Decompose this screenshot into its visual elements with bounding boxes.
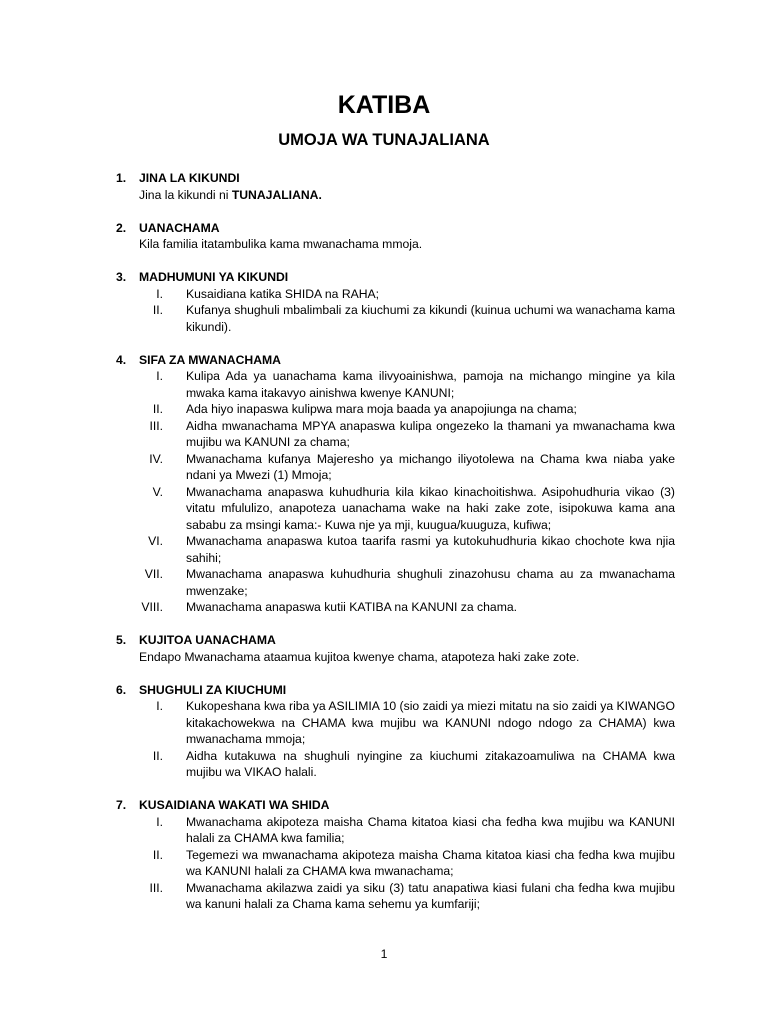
section-heading <box>0 269 768 286</box>
section-title: JINA LA KIKUNDI <box>139 171 240 185</box>
item-text: Tegemezi wa mwanachama akipoteza maisha Chama kitatoa kiasi cha fedha kwa mujibu wa KANUNI halali za CHAMA kwa mwanachama; <box>186 847 675 878</box>
section-number: 2. <box>116 220 127 235</box>
list-item <box>0 302 768 335</box>
item-text: Mwanachama anapaswa kutii KATIBA na KANUNI za chama. <box>186 600 518 614</box>
list-item <box>0 698 768 748</box>
list-item <box>0 368 768 401</box>
group-name: TUNAJALIANA. <box>231 187 322 202</box>
item-numeral: III. <box>149 418 163 433</box>
section-text-part: Jina la kikundi ni <box>139 187 232 202</box>
section-kujitoa-uanachama <box>0 632 768 665</box>
list-item <box>0 418 768 451</box>
section-sifa-za-mwanachama <box>0 352 768 616</box>
list-item <box>0 401 768 418</box>
section-text: Kila familia itatambulika kama mwanachama mmoja. <box>139 237 423 251</box>
item-numeral: V. <box>152 484 163 499</box>
item-text: Mwanachama anapaswa kuhudhuria shughuli zinazohusu chama au za mwanachama mwenzake; <box>186 567 675 598</box>
section-heading <box>0 632 768 649</box>
section-title: SHUGHULI ZA KIUCHUMI <box>139 682 287 697</box>
document-subtitle: UMOJA WA TUNAJALIANA <box>278 131 490 149</box>
list-item <box>0 599 768 616</box>
section-heading <box>0 797 768 814</box>
section-number: 7. <box>116 798 127 812</box>
section-number: 1. <box>116 171 127 185</box>
section-title: SIFA ZA MWANACHAMA <box>139 352 281 367</box>
section-uanachama <box>0 220 768 253</box>
section-heading <box>0 352 768 369</box>
list-item <box>0 748 768 781</box>
item-numeral: III. <box>149 880 163 895</box>
item-numeral: II. <box>152 303 163 317</box>
section-jina-la-kikundi <box>0 170 768 203</box>
item-text: Mwanachama anapaswa kuhudhuria kila kikao kinachoitishwa. Asipohudhuria vikao (3) vitatu mfululizo, anapoteza uanachama wake na haki zake zote, isipokuwa kama ana sababu za msingi kama:- Kuwa nje ya mji, kuugua/kuuguza, kufiwa; <box>186 484 675 532</box>
list-item <box>0 814 768 847</box>
item-text: Kusaidiana katika SHIDA na RAHA; <box>186 286 380 301</box>
item-text: Aidha kutakuwa na shughuli nyingine za kiuchumi zitakazoamuliwa na CHAMA kwa mujibu wa VIKAO halali. <box>186 748 675 779</box>
item-text: Kufanya shughuli mbalimbali za kiuchumi za kikundi (kuinua uchumi wa wanachama kama kikundi). <box>186 303 675 334</box>
page-number: 1 <box>380 947 388 961</box>
section-heading <box>0 682 768 699</box>
item-text: Mwanachama akilazwa zaidi ya siku (3) tatu anapatiwa kiasi fulani cha fedha kwa mujibu wa kanuni halali za Chama kama sehemu ya kumfariji; <box>186 880 675 911</box>
item-numeral: I. <box>156 286 163 301</box>
section-text <box>0 187 675 204</box>
item-text: Aidha mwanachama MPYA anapaswa kulipa ongezeko la thamani ya mwanachama kwa mujibu wa KANUNI za chama; <box>186 418 675 449</box>
item-text: Mwanachama anapaswa kutoa taarifa rasmi ya kutokuhudhuria kikao chochote kwa njia sahihi; <box>186 534 675 565</box>
list-item <box>0 484 768 534</box>
section-kusaidiana-wakati-wa-shida <box>0 797 768 913</box>
list-item <box>0 566 768 599</box>
item-numeral: I. <box>156 699 163 713</box>
section-number: 3. <box>116 270 127 284</box>
document-body <box>0 170 768 929</box>
section-number: 4. <box>116 352 127 367</box>
item-numeral: II. <box>152 402 163 416</box>
list-item <box>0 847 768 880</box>
section-heading <box>0 220 768 237</box>
item-text: Kulipa Ada ya uanachama kama ilivyoainishwa, pamoja na michango mingine ya kila mwaka kama itakavyo ainishwa kwenye KANUNI; <box>186 369 675 400</box>
section-shughuli-za-kiuchumi <box>0 682 768 781</box>
item-numeral: II. <box>152 847 163 862</box>
section-title: UANACHAMA <box>139 220 220 235</box>
item-numeral: VII. <box>144 567 163 581</box>
item-numeral: VI. <box>148 534 163 548</box>
list-item <box>0 880 768 913</box>
list-item <box>0 286 768 303</box>
document-title: KATIBA <box>337 91 431 119</box>
section-madhumuni <box>0 269 768 335</box>
section-title: KUJITOA UANACHAMA <box>139 633 276 647</box>
item-text: Ada hiyo inapaswa kulipwa mara moja baada ya anapojiunga na chama; <box>186 402 577 416</box>
section-title: KUSAIDIANA WAKATI WA SHIDA <box>139 798 330 812</box>
item-numeral: I. <box>156 814 163 829</box>
item-numeral: I. <box>156 369 163 383</box>
item-numeral: IV. <box>149 451 163 466</box>
item-text: Mwanachama akipoteza maisha Chama kitatoa kiasi cha fedha kwa mujibu wa KANUNI halali za CHAMA kwa familia; <box>186 814 675 845</box>
item-text: Mwanachama kufanya Majeresho ya michango iliyotolewa na Chama kwa niaba yake ndani ya Mwezi (1) Mmoja; <box>186 451 675 482</box>
item-numeral: VIII. <box>141 600 163 614</box>
item-numeral: II. <box>152 748 163 763</box>
section-text: Endapo Mwanachama ataamua kujitoa kwenye chama, atapoteza haki zake zote. <box>139 649 580 664</box>
list-item <box>0 451 768 484</box>
list-item <box>0 533 768 566</box>
section-title: MADHUMUNI YA KIKUNDI <box>139 270 289 284</box>
item-text: Kukopeshana kwa riba ya ASILIMIA 10 (sio zaidi ya miezi mitatu na sio zaidi ya KIWANGO kitakachowekwa na CHAMA kwa mujibu wa KANUNI ndogo ndogo za CHAMA) kwa mwanachama mmoja; <box>186 699 675 746</box>
section-heading <box>0 170 768 187</box>
section-number: 5. <box>116 633 127 647</box>
section-number: 6. <box>116 682 127 697</box>
